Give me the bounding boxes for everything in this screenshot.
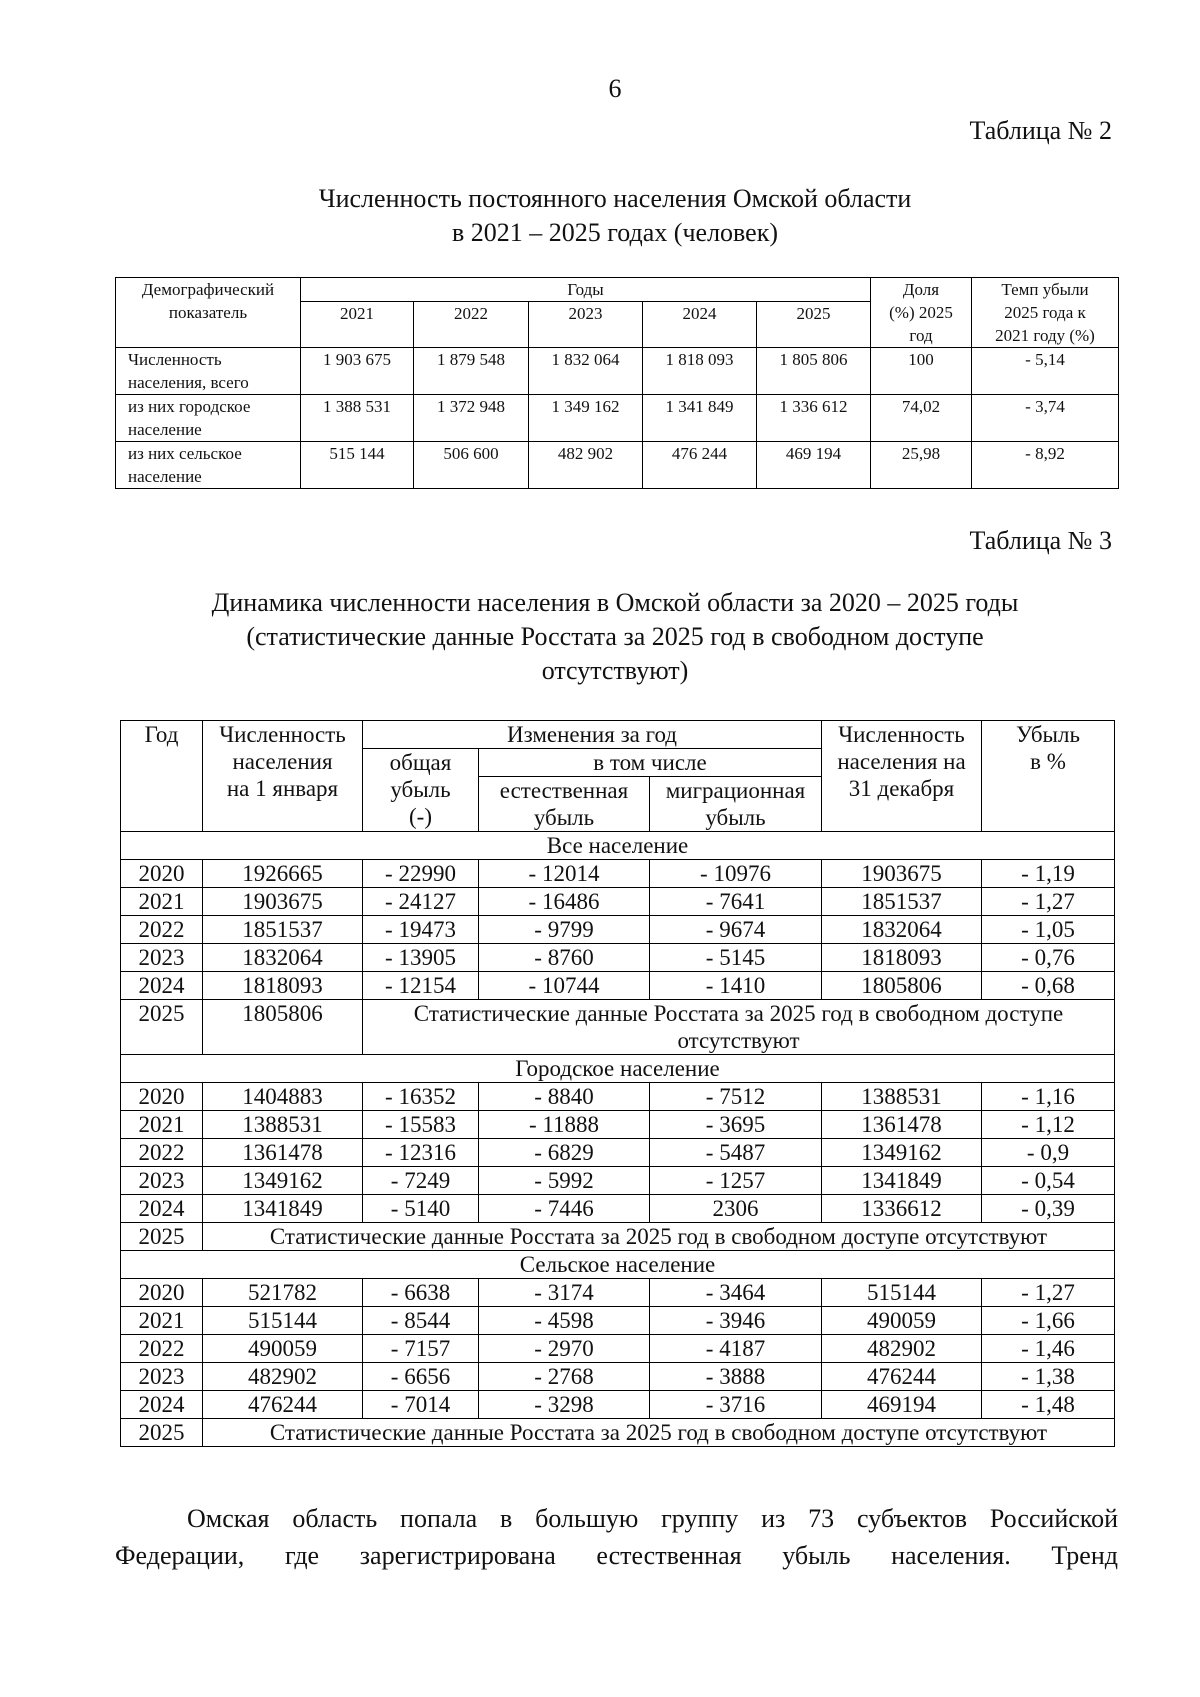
data-cell: 490059 bbox=[203, 1335, 363, 1363]
data-cell: 2020 bbox=[121, 1279, 203, 1307]
data-cell: - 0,76 bbox=[982, 944, 1115, 972]
data-cell: - 3298 bbox=[479, 1391, 650, 1419]
data-cell: 1349162 bbox=[203, 1167, 363, 1195]
data-cell: 515144 bbox=[822, 1279, 982, 1307]
table3-caption: Таблица № 3 bbox=[969, 526, 1112, 555]
data-cell: - 1,38 bbox=[982, 1363, 1115, 1391]
data-cell: 1336612 bbox=[822, 1195, 982, 1223]
section-header-row bbox=[121, 832, 1115, 860]
value-cell: 506 600 bbox=[414, 442, 529, 489]
value-cell: 482 902 bbox=[529, 442, 643, 489]
year-header: 2023 bbox=[529, 302, 643, 348]
data-cell: 1851537 bbox=[822, 888, 982, 916]
data-cell: - 1,05 bbox=[982, 916, 1115, 944]
header-text: Демографический bbox=[141, 280, 275, 299]
table-row bbox=[121, 1139, 1115, 1167]
value-cell: 515 144 bbox=[301, 442, 414, 489]
table3-title-line: отсутствуют) bbox=[541, 656, 689, 685]
data-cell: - 10744 bbox=[479, 972, 650, 1000]
table-row bbox=[121, 1335, 1115, 1363]
data-cell: 2023 bbox=[121, 1363, 203, 1391]
data-cell: 1361478 bbox=[203, 1139, 363, 1167]
value-cell: 1 341 849 bbox=[643, 395, 757, 442]
data-cell: 1404883 bbox=[203, 1083, 363, 1111]
total-decline-header bbox=[363, 749, 479, 832]
no-data-note bbox=[203, 1419, 1115, 1447]
share-cell: 74,02 bbox=[871, 395, 972, 442]
header-text: год bbox=[909, 326, 933, 345]
table-row bbox=[121, 916, 1115, 944]
cell-line: из них городское bbox=[128, 397, 251, 416]
paragraph-line: Федерации, где зарегистрирована естественная убыль населения. Тренд bbox=[115, 1541, 1118, 1570]
data-cell: - 1,12 bbox=[982, 1111, 1115, 1139]
header-text: убыль bbox=[390, 777, 451, 802]
data-cell: - 2768 bbox=[479, 1363, 650, 1391]
data-cell: - 0,39 bbox=[982, 1195, 1115, 1223]
data-cell: 1818093 bbox=[822, 944, 982, 972]
rate-cell: - 8,92 bbox=[972, 442, 1119, 489]
table2-title-line: Численность постоянного населения Омской области bbox=[318, 184, 912, 213]
cell-line: Статистические данные Росстата за 2025 год в свободном доступе отсутствуют bbox=[269, 1420, 1048, 1445]
data-cell: 2025 bbox=[121, 1223, 203, 1251]
data-cell: 469194 bbox=[822, 1391, 982, 1419]
cell-line: из них сельское bbox=[128, 444, 242, 463]
data-cell: - 15583 bbox=[363, 1111, 479, 1139]
table-row bbox=[121, 1083, 1115, 1111]
data-cell: - 5487 bbox=[650, 1139, 822, 1167]
year-header: Год bbox=[121, 721, 203, 832]
data-cell: - 19473 bbox=[363, 916, 479, 944]
data-cell: - 8760 bbox=[479, 944, 650, 972]
data-cell: 1903675 bbox=[203, 888, 363, 916]
data-cell: 1388531 bbox=[203, 1111, 363, 1139]
data-cell: 1832064 bbox=[203, 944, 363, 972]
data-cell: - 6638 bbox=[363, 1279, 479, 1307]
rate-cell: - 5,14 bbox=[972, 348, 1119, 395]
data-cell: 2021 bbox=[121, 1307, 203, 1335]
data-cell: - 8840 bbox=[479, 1083, 650, 1111]
data-cell: 1926665 bbox=[203, 860, 363, 888]
body-paragraph bbox=[115, 1500, 1118, 1574]
rate-header bbox=[972, 278, 1119, 348]
table-row bbox=[121, 1419, 1115, 1447]
table-row bbox=[121, 1111, 1115, 1139]
data-cell: 2022 bbox=[121, 916, 203, 944]
data-cell: - 0,68 bbox=[982, 972, 1115, 1000]
header-text: Численность bbox=[838, 722, 965, 747]
data-cell: - 6656 bbox=[363, 1363, 479, 1391]
data-cell: 2024 bbox=[121, 1391, 203, 1419]
share-cell: 25,98 bbox=[871, 442, 972, 489]
section-title: Сельское население bbox=[121, 1251, 1115, 1279]
data-cell: - 12014 bbox=[479, 860, 650, 888]
population-table bbox=[115, 277, 1119, 489]
header-text: Доля bbox=[902, 280, 940, 299]
table-row bbox=[116, 395, 1119, 442]
table3-header-row bbox=[121, 721, 1115, 749]
data-cell: - 5140 bbox=[363, 1195, 479, 1223]
row-label bbox=[116, 442, 301, 489]
data-cell: - 9674 bbox=[650, 916, 822, 944]
data-cell: - 24127 bbox=[363, 888, 479, 916]
cell-line: Статистические данные Росстата за 2025 год в свободном доступе bbox=[413, 1001, 1064, 1026]
row-label bbox=[116, 348, 301, 395]
table-row bbox=[121, 1167, 1115, 1195]
data-cell: - 4187 bbox=[650, 1335, 822, 1363]
data-cell: 2023 bbox=[121, 1167, 203, 1195]
data-cell: - 4598 bbox=[479, 1307, 650, 1335]
header-text: (%) 2025 bbox=[889, 303, 953, 322]
data-cell: 1349162 bbox=[822, 1139, 982, 1167]
data-cell: - 3695 bbox=[650, 1111, 822, 1139]
data-cell: 2024 bbox=[121, 1195, 203, 1223]
data-cell: - 3946 bbox=[650, 1307, 822, 1335]
data-cell: 482902 bbox=[203, 1363, 363, 1391]
share-header bbox=[871, 278, 972, 348]
header-text: населения bbox=[232, 749, 333, 774]
no-data-note bbox=[363, 1000, 1115, 1055]
data-cell: - 3716 bbox=[650, 1391, 822, 1419]
section-header-row bbox=[121, 1055, 1115, 1083]
data-cell: 1805806 bbox=[203, 1000, 363, 1055]
data-cell: - 7249 bbox=[363, 1167, 479, 1195]
header-text: (-) bbox=[409, 804, 432, 829]
year-header: 2025 bbox=[757, 302, 871, 348]
table-row bbox=[116, 348, 1119, 395]
header-text: в % bbox=[1030, 749, 1066, 774]
data-cell: - 13905 bbox=[363, 944, 479, 972]
including-header: в том числе bbox=[479, 749, 822, 777]
changes-header: Изменения за год bbox=[363, 721, 822, 749]
data-cell: 2022 bbox=[121, 1139, 203, 1167]
table2-caption: Таблица № 2 bbox=[969, 116, 1112, 145]
data-cell: - 9799 bbox=[479, 916, 650, 944]
data-cell: 2306 bbox=[650, 1195, 822, 1223]
table2-title bbox=[120, 182, 1110, 250]
rate-cell: - 3,74 bbox=[972, 395, 1119, 442]
table-row bbox=[121, 1000, 1115, 1055]
year-header: 2021 bbox=[301, 302, 414, 348]
data-cell: - 1,48 bbox=[982, 1391, 1115, 1419]
data-cell: - 3464 bbox=[650, 1279, 822, 1307]
no-data-note bbox=[203, 1223, 1115, 1251]
data-cell: 1903675 bbox=[822, 860, 982, 888]
data-cell: 1361478 bbox=[822, 1111, 982, 1139]
data-cell: 1805806 bbox=[822, 972, 982, 1000]
value-cell: 1 903 675 bbox=[301, 348, 414, 395]
data-cell: - 0,54 bbox=[982, 1167, 1115, 1195]
data-cell: - 0,9 bbox=[982, 1139, 1115, 1167]
data-cell: 1818093 bbox=[203, 972, 363, 1000]
table-row bbox=[121, 972, 1115, 1000]
data-cell: - 1410 bbox=[650, 972, 822, 1000]
data-cell: 2020 bbox=[121, 1083, 203, 1111]
paragraph-line: Омская область попала в большую группу из 73 субъектов Российской bbox=[187, 1504, 1118, 1533]
section-header-row bbox=[121, 1251, 1115, 1279]
data-cell: - 1257 bbox=[650, 1167, 822, 1195]
data-cell: - 12154 bbox=[363, 972, 479, 1000]
data-cell: - 11888 bbox=[479, 1111, 650, 1139]
value-cell: 1 832 064 bbox=[529, 348, 643, 395]
table-row bbox=[121, 944, 1115, 972]
data-cell: - 1,19 bbox=[982, 860, 1115, 888]
data-cell: 515144 bbox=[203, 1307, 363, 1335]
value-cell: 1 388 531 bbox=[301, 395, 414, 442]
header-text: Численность bbox=[219, 722, 346, 747]
data-cell: 1851537 bbox=[203, 916, 363, 944]
data-cell: - 7157 bbox=[363, 1335, 479, 1363]
cell-line: Численность bbox=[128, 350, 222, 369]
table-row bbox=[121, 860, 1115, 888]
data-cell: - 3888 bbox=[650, 1363, 822, 1391]
cell-line: население bbox=[128, 467, 202, 486]
data-cell: - 10976 bbox=[650, 860, 822, 888]
data-cell: - 5992 bbox=[479, 1167, 650, 1195]
header-text: 2021 году (%) bbox=[995, 326, 1095, 345]
value-cell: 1 879 548 bbox=[414, 348, 529, 395]
data-cell: - 1,66 bbox=[982, 1307, 1115, 1335]
header-text: на 1 января bbox=[226, 776, 339, 801]
data-cell: - 7014 bbox=[363, 1391, 479, 1419]
data-cell: - 6829 bbox=[479, 1139, 650, 1167]
header-text: показатель bbox=[168, 303, 248, 322]
end-population-header bbox=[822, 721, 982, 832]
section-title: Городское население bbox=[121, 1055, 1115, 1083]
data-cell: 2022 bbox=[121, 1335, 203, 1363]
table3-title-line: (статистические данные Росстата за 2025 год в свободном доступе bbox=[246, 622, 984, 651]
value-cell: 1 805 806 bbox=[757, 348, 871, 395]
population-dynamics-table bbox=[120, 720, 1115, 1447]
table-row bbox=[121, 1363, 1115, 1391]
value-cell: 1 349 162 bbox=[529, 395, 643, 442]
data-cell: 2021 bbox=[121, 888, 203, 916]
data-cell: - 16486 bbox=[479, 888, 650, 916]
header-text: Темп убыли bbox=[1001, 280, 1089, 299]
cell-line: Статистические данные Росстата за 2025 год в свободном доступе отсутствуют bbox=[269, 1224, 1048, 1249]
data-cell: - 1,27 bbox=[982, 1279, 1115, 1307]
table-row bbox=[121, 1223, 1115, 1251]
data-cell: 2021 bbox=[121, 1111, 203, 1139]
data-cell: - 7446 bbox=[479, 1195, 650, 1223]
table2-title-line: в 2021 – 2025 годах (человек) bbox=[451, 218, 778, 247]
data-cell: 2024 bbox=[121, 972, 203, 1000]
data-cell: 2020 bbox=[121, 860, 203, 888]
table2-header-row bbox=[116, 278, 1119, 302]
header-text: миграционная bbox=[665, 778, 806, 803]
data-cell: 1341849 bbox=[822, 1167, 982, 1195]
table-row bbox=[121, 1279, 1115, 1307]
table-row bbox=[121, 1307, 1115, 1335]
table-row bbox=[121, 1391, 1115, 1419]
cell-line: отсутствуют bbox=[677, 1028, 800, 1053]
share-cell: 100 bbox=[871, 348, 972, 395]
header-text: убыль bbox=[705, 805, 766, 830]
start-population-header bbox=[203, 721, 363, 832]
years-header: Годы bbox=[301, 278, 871, 302]
header-text: населения на bbox=[837, 749, 966, 774]
data-cell: - 7512 bbox=[650, 1083, 822, 1111]
table-row bbox=[121, 1195, 1115, 1223]
data-cell: 476244 bbox=[203, 1391, 363, 1419]
data-cell: 2025 bbox=[121, 1000, 203, 1055]
data-cell: - 1,16 bbox=[982, 1083, 1115, 1111]
data-cell: 521782 bbox=[203, 1279, 363, 1307]
header-text: Убыль bbox=[1016, 722, 1080, 747]
cell-line: население bbox=[128, 420, 202, 439]
data-cell: 1832064 bbox=[822, 916, 982, 944]
data-cell: 1341849 bbox=[203, 1195, 363, 1223]
table-row bbox=[121, 888, 1115, 916]
natural-decline-header bbox=[479, 777, 650, 832]
data-cell: 2023 bbox=[121, 944, 203, 972]
data-cell: 490059 bbox=[822, 1307, 982, 1335]
data-cell: - 7641 bbox=[650, 888, 822, 916]
header-text: 2025 года к bbox=[1004, 303, 1086, 322]
data-cell: 482902 bbox=[822, 1335, 982, 1363]
row-label bbox=[116, 395, 301, 442]
value-cell: 1 372 948 bbox=[414, 395, 529, 442]
data-cell: - 1,46 bbox=[982, 1335, 1115, 1363]
data-cell: - 8544 bbox=[363, 1307, 479, 1335]
decline-header bbox=[982, 721, 1115, 832]
value-cell: 1 336 612 bbox=[757, 395, 871, 442]
table3-title bbox=[120, 586, 1110, 688]
table3-title-line: Динамика численности населения в Омской области за 2020 – 2025 годы bbox=[211, 588, 1019, 617]
data-cell: - 5145 bbox=[650, 944, 822, 972]
data-cell: - 3174 bbox=[479, 1279, 650, 1307]
value-cell: 1 818 093 bbox=[643, 348, 757, 395]
data-cell: 476244 bbox=[822, 1363, 982, 1391]
data-cell: - 16352 bbox=[363, 1083, 479, 1111]
data-cell: - 12316 bbox=[363, 1139, 479, 1167]
data-cell: - 1,27 bbox=[982, 888, 1115, 916]
table-row bbox=[116, 442, 1119, 489]
data-cell: - 22990 bbox=[363, 860, 479, 888]
cell-line: населения, всего bbox=[128, 373, 249, 392]
header-text: убыль bbox=[533, 805, 595, 830]
value-cell: 476 244 bbox=[643, 442, 757, 489]
migration-decline-header bbox=[650, 777, 822, 832]
data-cell: 1388531 bbox=[822, 1083, 982, 1111]
indicator-header bbox=[116, 278, 301, 348]
page-number: 6 bbox=[608, 74, 622, 103]
value-cell: 469 194 bbox=[757, 442, 871, 489]
year-header: 2024 bbox=[643, 302, 757, 348]
section-title: Все население bbox=[121, 832, 1115, 860]
header-text: естественная bbox=[499, 778, 629, 803]
data-cell: 2025 bbox=[121, 1419, 203, 1447]
data-cell: - 2970 bbox=[479, 1335, 650, 1363]
year-header: 2022 bbox=[414, 302, 529, 348]
header-text: 31 декабря bbox=[848, 776, 955, 801]
header-text: общая bbox=[389, 750, 452, 775]
